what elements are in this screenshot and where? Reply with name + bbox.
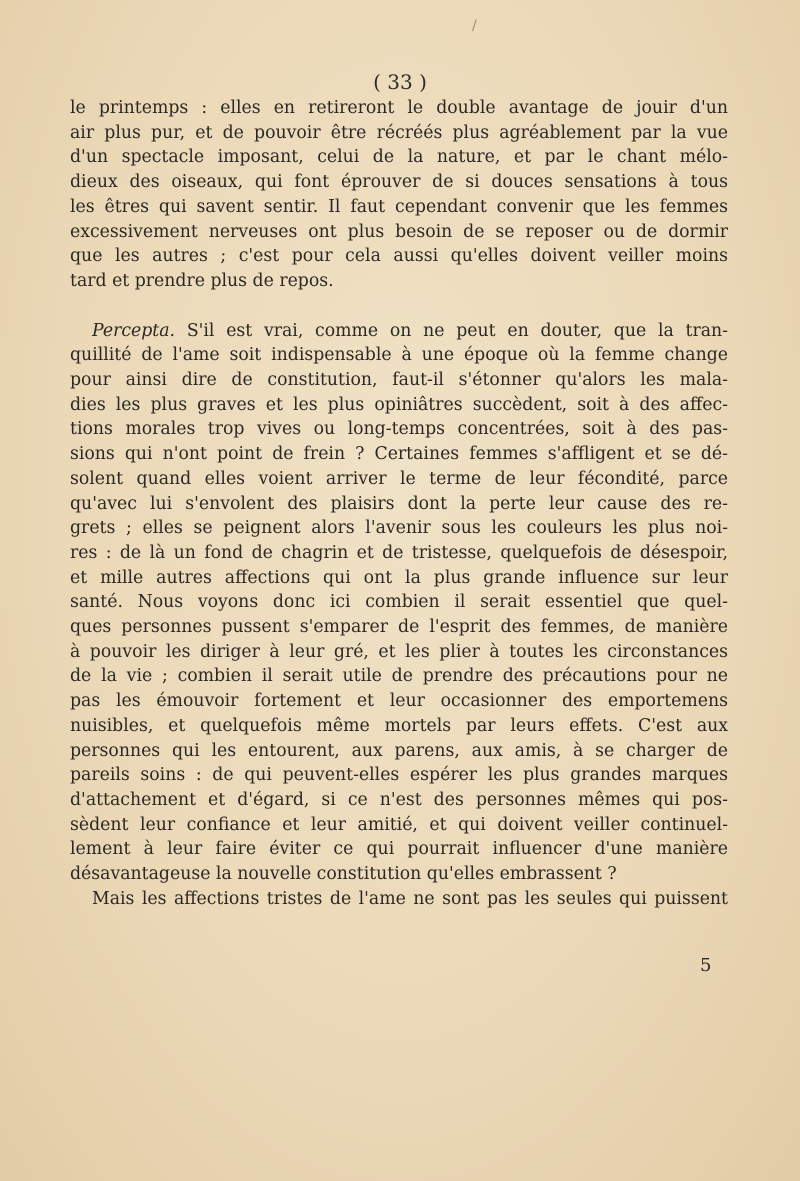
text-line: dies les plus graves et les plus opiniâtres succèdent, soit à des affec- — [70, 394, 728, 415]
text-line: nuisibles, et quelquefois même mortels par leurs effets. C'est aux — [70, 715, 728, 736]
text-line — [70, 319, 728, 344]
text-line: ques personnes pussent s'emparer de l'esprit des femmes, de manière — [70, 617, 728, 638]
text-line: le printemps : elles en retireront le double avantage de jouir d'un — [70, 98, 728, 118]
text-line: tard et prendre plus de repos. — [70, 270, 334, 291]
text-line: quillité de l'ame soit indispensable à une époque où la femme change — [70, 345, 728, 366]
text-line: pas les émouvoir fortement et leur occasionner des emportemens — [70, 691, 728, 712]
text-line: air plus pur, et de pouvoir être récréés plus agréablement par la vue — [70, 122, 728, 143]
text-line: excessivement nerveuses ont plus besoin de se reposer ou de dormir — [70, 221, 728, 242]
text-line: désavantageuse la nouvelle constitution qu'elles embrassent ? — [70, 864, 617, 885]
paragraph-3 — [70, 887, 728, 912]
text-line: sèdent leur confiance et leur amitié, et qui doivent veiller continuel- — [70, 814, 728, 835]
text-line: de la vie ; combien il serait utile de prendre des précautions pour ne — [70, 666, 728, 687]
paragraph-spacer — [70, 294, 728, 319]
text-line: tions morales trop vives ou long-temps concentrées, soit à des pas- — [70, 419, 728, 440]
text-line: à pouvoir les diriger à leur gré, et les plier à toutes les circonstances — [70, 641, 728, 662]
page-number: ( 33 ) — [373, 70, 427, 94]
text-line: lement à leur faire éviter ce qui pourrait influencer d'une manière — [70, 839, 728, 860]
text-line: pour ainsi dire de constitution, faut-il s'étonner qu'alors les mala- — [70, 370, 728, 391]
text-line: d'attachement et d'égard, si ce n'est des personnes mêmes qui pos- — [70, 789, 728, 810]
stray-ink-mark: / — [472, 18, 477, 34]
text-line: res : de là un fond de chagrin et de tristesse, quelquefois de désespoir, — [70, 542, 728, 563]
text-line: santé. Nous voyons donc ici combien il serait essentiel que quel- — [70, 592, 728, 613]
body-text — [70, 96, 728, 912]
text-line: que les autres ; c'est pour cela aussi qu'elles doivent veiller moins — [70, 246, 728, 267]
text-line: Mais les affections tristes de l'ame ne sont pas les seules qui puissent — [92, 888, 728, 909]
text-line: solent quand elles voient arriver le terme de leur fécondité, parce — [70, 468, 728, 489]
text-line: dieux des oiseaux, qui font éprouver de si douces sensations à tous — [70, 172, 728, 193]
first-line-text: S'il est vrai, comme on ne peut en douter, que la tran- — [186, 320, 729, 341]
text-line: d'un spectacle imposant, celui de la nature, et par le chant mélo- — [70, 147, 728, 168]
text-line: les êtres qui savent sentir. Il faut cependant convenir que les femmes — [70, 196, 728, 217]
paragraph-lead: Percepta. — [92, 320, 176, 341]
signature-mark: 5 — [700, 955, 712, 976]
text-line: qu'avec lui s'envolent des plaisirs dont la perte leur cause des re- — [70, 493, 728, 514]
paragraph-2 — [70, 319, 728, 887]
text-line: sions qui n'ont point de frein ? Certaines femmes s'affligent et se dé- — [70, 444, 728, 465]
text-line: pareils soins : de qui peuvent-elles espérer les plus grandes marques — [70, 765, 728, 786]
paragraph-1 — [70, 96, 728, 294]
text-line: personnes qui les entourent, aux parens, aux amis, à se charger de — [70, 740, 728, 761]
text-line: et mille autres affections qui ont la plus grande influence sur leur — [70, 567, 728, 588]
text-line: grets ; elles se peignent alors l'avenir sous les couleurs les plus noi- — [70, 518, 728, 539]
